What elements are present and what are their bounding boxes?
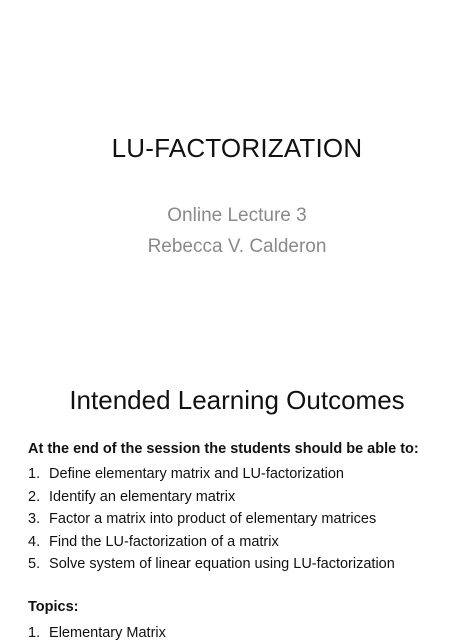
topics-label: Topics: [28,599,79,615]
list-item [28,531,395,554]
outcomes-slide [0,356,474,641]
list-item [28,486,395,509]
item-text: Solve system of linear equation using LU-factorization [49,556,395,572]
item-number: 1. [28,466,41,482]
intro-text: At the end of the session the students should be able to: [28,441,419,457]
item-text: Factor a matrix into product of elementary matrices [49,511,377,527]
topics-list [28,622,166,644]
page-title: LU-FACTORIZATION [111,133,363,163]
item-number: 5. [28,556,41,572]
item-text: Identify an elementary matrix [49,488,236,505]
item-number: 2. [28,488,41,505]
author-name: Rebecca V. Calderon [147,236,327,257]
list-item [28,553,395,576]
list-item [28,463,395,486]
item-text: Elementary Matrix [49,625,166,641]
item-text: Find the LU-factorization of a matrix [49,533,279,550]
item-number: 4. [28,533,41,550]
section-title: Intended Learning Outcomes [69,385,405,415]
item-number: 1. [28,625,41,641]
outcomes-list [28,463,395,576]
list-item [28,622,166,644]
item-text: Define elementary matrix and LU-factorization [49,466,344,482]
item-number: 3. [28,511,41,527]
lecture-subtitle: Online Lecture 3 [167,205,307,226]
list-item [28,508,395,531]
